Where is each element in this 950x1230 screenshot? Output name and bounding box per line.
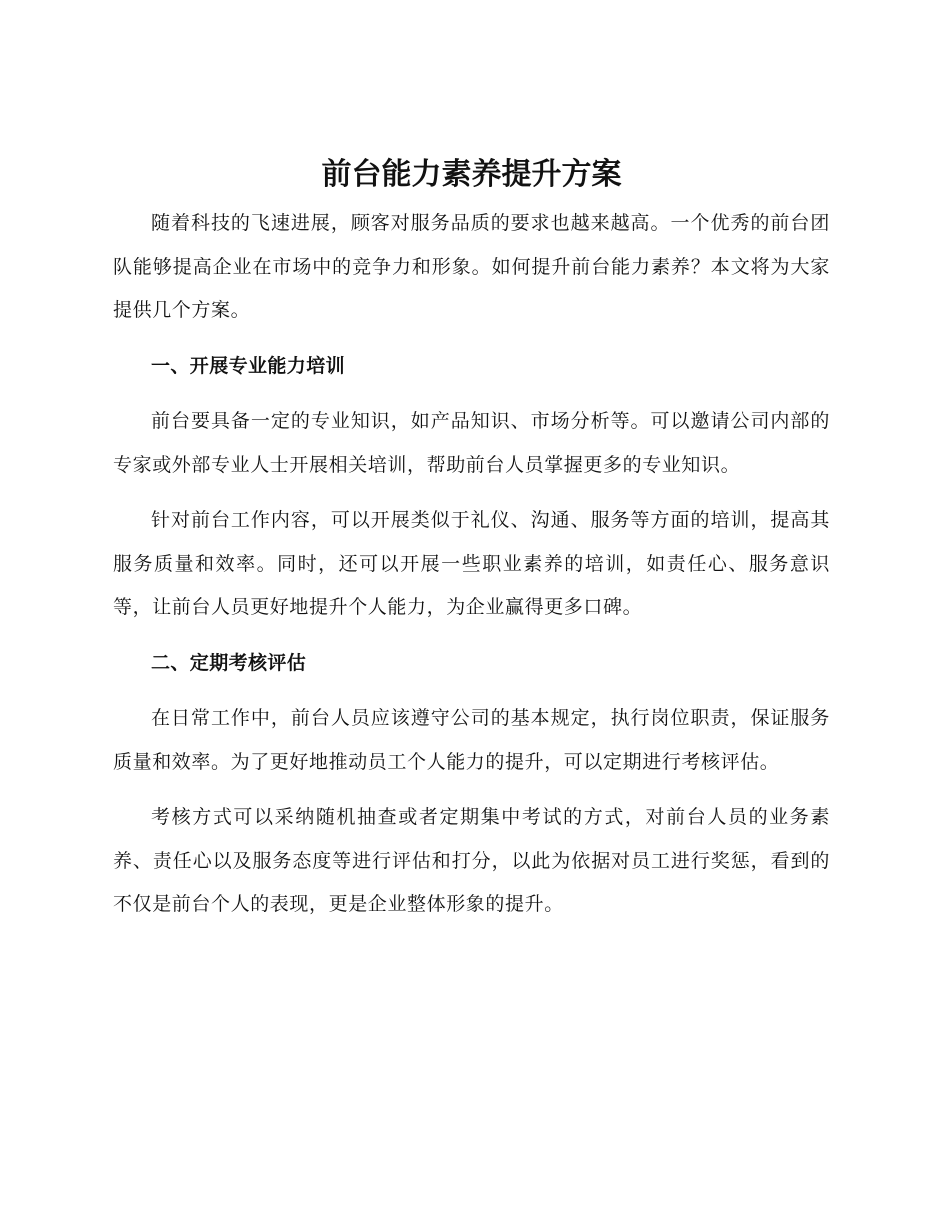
section-heading: 一、开展专业能力培训 [151, 354, 346, 377]
spacer [113, 685, 830, 697]
spacer [113, 333, 830, 345]
document-title: 前台能力素养提升方案 [321, 157, 622, 192]
intro-paragraph: 随着科技的飞速进展，顾客对服务品质的要求也越来越高。一个优秀的前台团队能够提高企业在市场中的竞争力和形象。如何提升前台能力素养？本文将为大家提供几个方案。 [113, 212, 830, 321]
spacer [113, 487, 830, 499]
document-body [113, 148, 830, 927]
spacer [113, 388, 830, 400]
spacer [113, 784, 830, 796]
body-paragraph: 前台要具备一定的专业知识，如产品知识、市场分析等。可以邀请公司内部的专家或外部专业人士开展相关培训，帮助前台人员掌握更多的专业知识。 [113, 410, 830, 476]
body-paragraph: 针对前台工作内容，可以开展类似于礼仪、沟通、服务等方面的培训，提高其服务质量和效率。同时，还可以开展一些职业素养的培训，如责任心、服务意识等，让前台人员更好地提升个人能力，为企业赢得更多口碑。 [113, 509, 830, 618]
spacer [113, 630, 830, 642]
section-heading: 二、定期考核评估 [151, 651, 307, 674]
body-paragraph: 考核方式可以采纳随机抽查或者定期集中考试的方式，对前台人员的业务素养、责任心以及服务态度等进行评估和打分，以此为依据对员工进行奖惩，看到的不仅是前台个人的表现，更是企业整体形象的提升。 [113, 806, 830, 915]
body-paragraph: 在日常工作中，前台人员应该遵守公司的基本规定，执行岗位职责，保证服务质量和效率。为了更好地推动员工个人能力的提升，可以定期进行考核评估。 [113, 707, 830, 773]
